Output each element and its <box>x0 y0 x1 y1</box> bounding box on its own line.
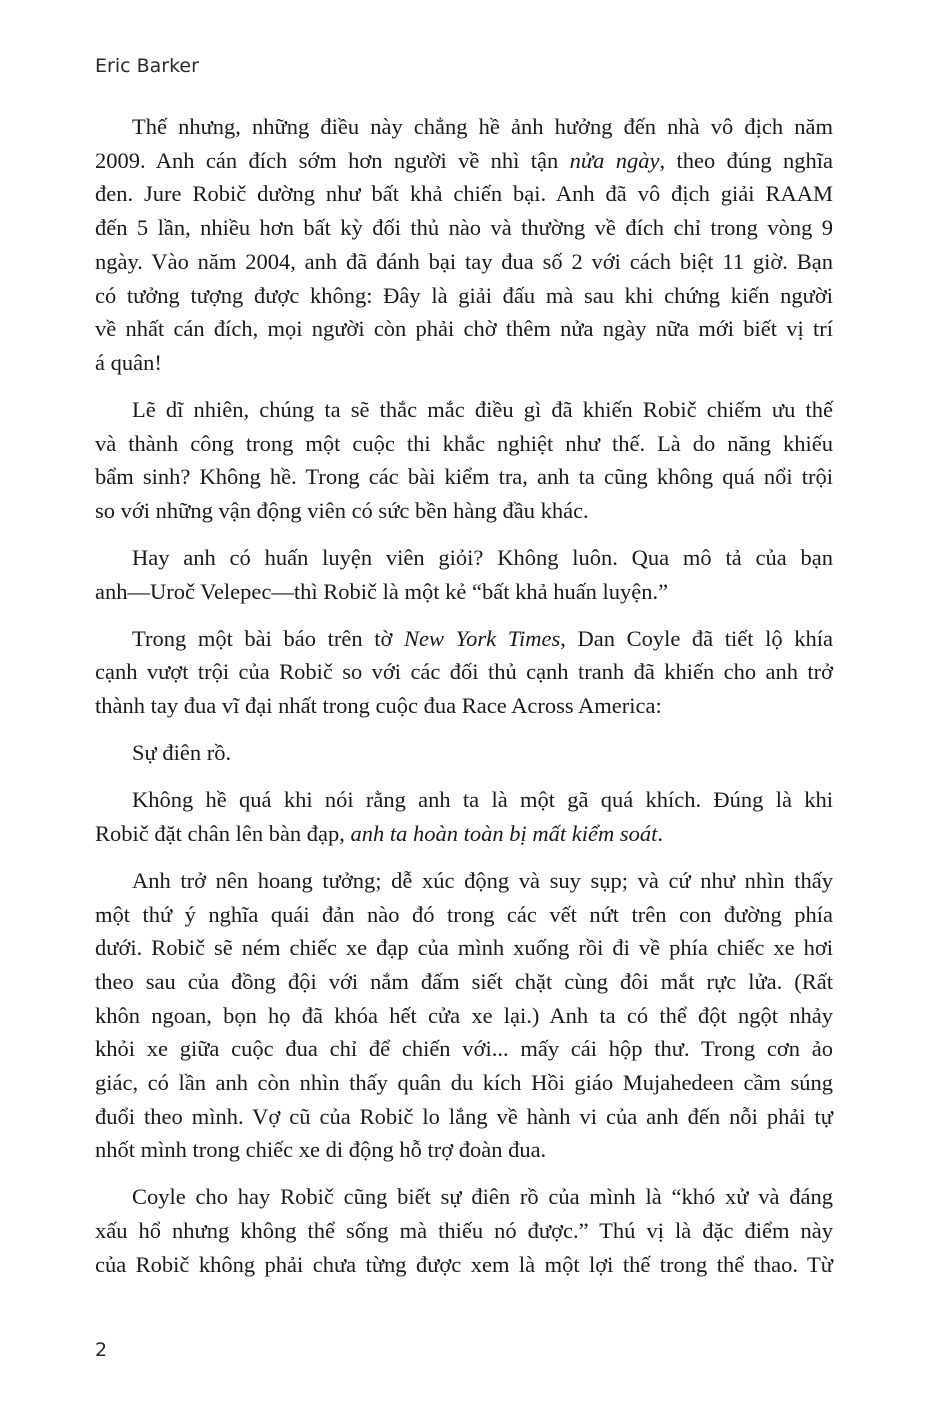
text-line: Lẽ dĩ nhiên, chúng ta sẽ thắc mắc điều gì đã khiến Robič chiếm ưu thế <box>132 396 833 422</box>
text-line: ngày. Vào năm 2004, anh đã đánh bại tay đua số 2 với cách biệt 11 giờ. Bạn <box>95 248 833 274</box>
text-line: Sự điên rồ. <box>132 740 232 766</box>
text-line: nhốt mình trong chiếc xe di động hỗ trợ đoàn đua. <box>95 1137 547 1163</box>
text-line: đen. Jure Robič dường như bất khả chiến bại. Anh đã vô địch giải RAAM <box>95 181 833 207</box>
text-line: theo sau của đồng đội với nắm đấm siết chặt cùng đôi mắt rực lửa. (Rất <box>95 968 833 994</box>
text-line: á quân! <box>95 349 162 375</box>
text-line: xấu hổ nhưng không thể sống mà thiếu nó được.” Thú vị là đặc điểm này <box>95 1218 833 1244</box>
text-line: dưới. Robič sẽ ném chiếc xe đạp của mình xuống rồi đi về phía chiếc xe hơi <box>95 935 833 961</box>
text-run: , theo đúng nghĩa <box>659 147 834 173</box>
italic-text: nửa ngày <box>569 147 660 173</box>
text-line: Coyle cho hay Robič cũng biết sự điên rồ của mình là “khó xử và đáng <box>132 1184 833 1210</box>
body-text <box>95 110 833 1295</box>
text-run: , Dan Coyle đã tiết lộ khía <box>560 625 833 651</box>
text-run: 2009. Anh cán đích sớm hơn người về nhì tận <box>95 147 570 173</box>
text-line: đuổi theo mình. Vợ cũ của Robič lo lắng về hành vi của anh đến nỗi phải tự <box>95 1103 833 1129</box>
text-line: thành tay đua vĩ đại nhất trong cuộc đua Race Across America: <box>95 693 662 719</box>
text-run: Robič đặt chân lên bàn đạp, <box>95 820 351 846</box>
paragraph <box>95 110 833 380</box>
text-line: cạnh vượt trội của Robič so với các đối thủ cạnh tranh đã khiến cho anh trở <box>95 659 833 685</box>
text-line: Không hề quá khi nói rằng anh ta là một gã quá khích. Đúng là khi <box>132 787 833 813</box>
text-line: so với những vận động viên có sức bền hàng đầu khác. <box>95 498 589 524</box>
text-line: có tưởng tượng được không: Đây là giải đấu mà sau khi chứng kiến người <box>95 282 833 308</box>
text-line: của Robič không phải chưa từng được xem là một lợi thế trong thể thao. Từ <box>95 1251 833 1277</box>
paragraph <box>95 1180 833 1281</box>
text-line: Anh trở nên hoang tưởng; dễ xúc động và suy sụp; và cứ như nhìn thấy <box>132 867 833 893</box>
text-line: khỏi xe giữa cuộc đua chỉ để chiến với... mấy cái hộp thư. Trong cơn ảo <box>95 1036 833 1062</box>
text-line: Hay anh có huấn luyện viên giỏi? Không luôn. Qua mô tả của bạn <box>132 545 833 571</box>
paragraph <box>95 736 833 770</box>
text-line <box>95 144 833 178</box>
text-line <box>95 622 833 656</box>
italic-text: anh ta hoàn toàn bị mất kiểm soát <box>350 820 658 846</box>
text-line: và thành công trong một cuộc thi khắc nghiệt như thế. Là do năng khiếu <box>95 430 833 456</box>
paragraph <box>95 622 833 723</box>
text-line: giác, có lần anh còn nhìn thấy quân du kích Hồi giáo Mujahedeen cầm súng <box>95 1070 833 1096</box>
italic-text: New York Times <box>404 625 561 651</box>
text-line: một thứ ý nghĩa quái đản nào đó trong các vết nứt trên con đường phía <box>95 901 833 927</box>
text-line: Thế nhưng, những điều này chẳng hề ảnh hưởng đến nhà vô địch năm <box>132 114 833 139</box>
text-line: bẩm sinh? Không hề. Trong các bài kiểm tra, anh ta cũng không quá nổi trội <box>95 464 833 490</box>
paragraph <box>95 783 833 850</box>
text-run: Trong một bài báo trên tờ <box>132 625 405 651</box>
text-line: về nhất cán đích, mọi người còn phải chờ thêm nửa ngày nữa mới biết vị trí <box>95 316 833 342</box>
page-number: 2 <box>95 1339 108 1361</box>
paragraph <box>95 864 833 1167</box>
text-line <box>95 817 833 851</box>
text-line: đến 5 lần, nhiều hơn bất kỳ đối thủ nào và thường về đích chỉ trong vòng 9 <box>95 215 833 241</box>
paragraph <box>95 393 833 528</box>
text-line: anh—Uroč Velepec—thì Robič là một kẻ “bất khả huấn luyện.” <box>95 578 669 604</box>
text-line: khôn ngoan, bọn họ đã khóa hết cửa xe lại.) Anh ta có thể đột ngột nhảy <box>95 1002 833 1028</box>
paragraph <box>95 541 833 608</box>
text-run: . <box>657 820 664 846</box>
running-head: Eric Barker <box>95 55 199 77</box>
